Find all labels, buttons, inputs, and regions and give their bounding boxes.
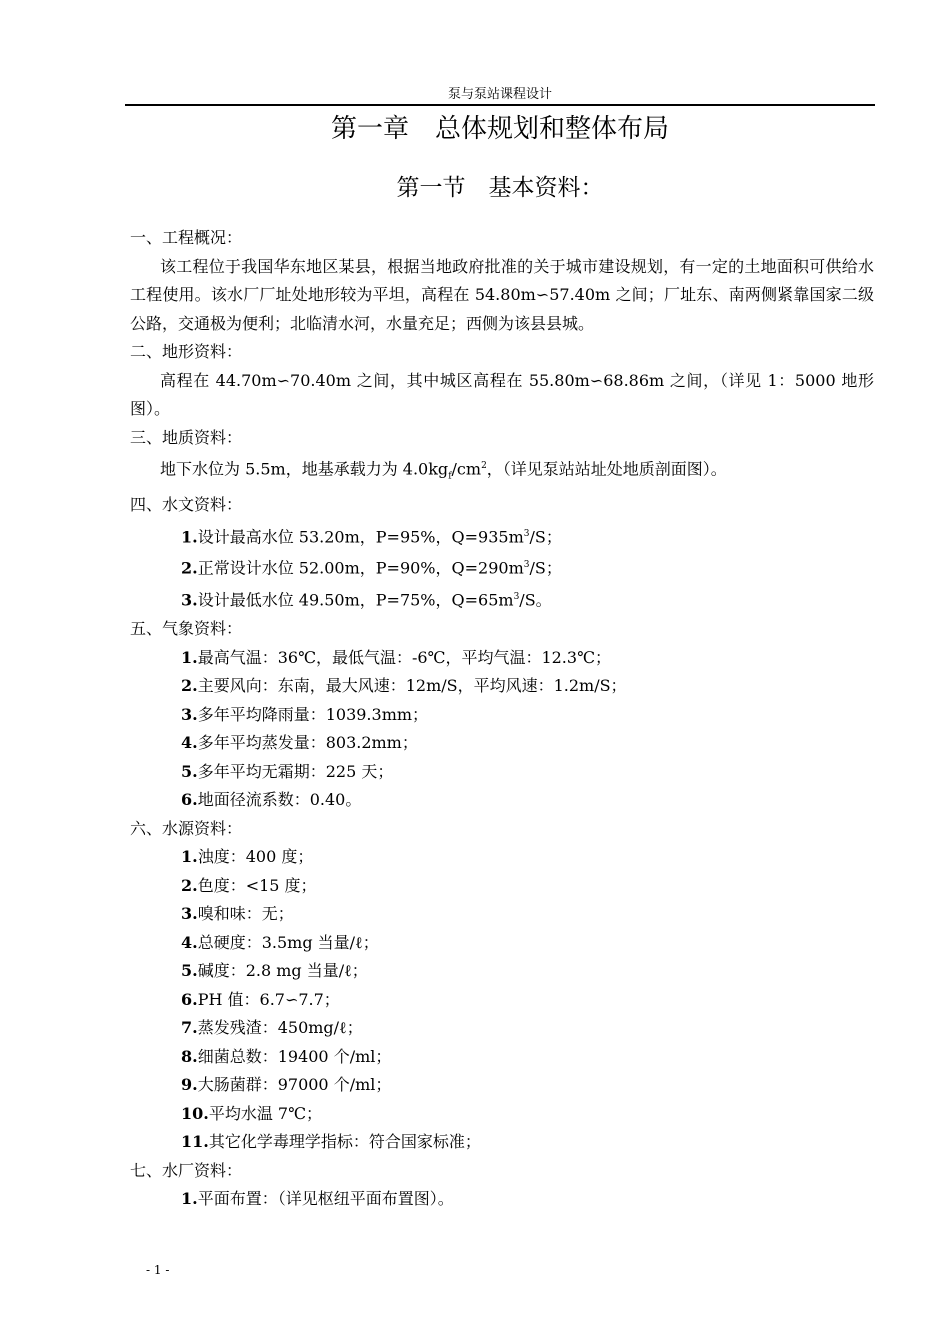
item-number: 2. — [181, 676, 198, 695]
item-text: 总硬度：3.5mg 当量/ℓ； — [197, 932, 379, 952]
item-text: 碱度：2.8 mg 当量/ℓ； — [197, 961, 368, 980]
list-item — [130, 957, 874, 986]
text: 地下水位为 5.5m，地基承载力为 4.0kg — [160, 459, 449, 479]
superscript: 2 — [481, 461, 487, 471]
superscript: 3 — [523, 560, 530, 571]
superscript: 3 — [523, 528, 530, 539]
item-number: 2. — [181, 558, 198, 578]
superscript: 3 — [513, 592, 520, 603]
item-text: 蒸发残渣：450mg/ℓ； — [197, 1018, 363, 1037]
item-number: 1. — [181, 1189, 198, 1208]
item-number: 1. — [181, 847, 198, 866]
item-number: 4. — [181, 932, 198, 952]
item-number: 3. — [181, 704, 198, 724]
list-item — [130, 1100, 874, 1129]
item-number: 10. — [181, 1103, 209, 1123]
section-heading: 五、气象资料： — [130, 619, 243, 638]
section-heading: 三、地质资料： — [130, 427, 243, 447]
list-item — [130, 843, 874, 872]
item-number: 8. — [181, 1046, 198, 1066]
list-item — [130, 1185, 874, 1214]
item-number: 3. — [181, 904, 198, 923]
list-item — [130, 520, 874, 552]
list-item — [130, 986, 874, 1015]
list-item — [130, 583, 874, 615]
item-number: 11. — [181, 1132, 209, 1151]
list-item — [130, 929, 874, 958]
section-heading: 一、工程概况： — [130, 228, 243, 247]
subscript: f — [448, 471, 452, 482]
list-item — [130, 1128, 874, 1157]
item-text: 多年平均无霜期：225 天； — [197, 761, 394, 781]
list-item — [130, 551, 874, 583]
list-item — [130, 900, 874, 929]
item-text: 平均水温 7℃； — [208, 1103, 323, 1123]
item-text: 多年平均蒸发量：803.2mm； — [197, 733, 418, 752]
section-heading: 二、地形资料： — [130, 342, 243, 361]
list-item — [130, 786, 874, 815]
item-text: /S； — [529, 526, 562, 546]
paragraph: 该工程位于我国华东地区某县，根据当地政府批准的关于城市建设规划，有一定的土地面积可供给水工程使用。该水厂厂址处地形较为平坦，高程在 54.80m∽57.40m 之间；厂址东、南两侧紧靠国家二级公路，交通极为便利；北临清水河，水量充足；西侧为该县县城。 — [130, 256, 874, 333]
item-number: 9. — [181, 1075, 198, 1094]
item-text: 地面径流系数：0.40。 — [197, 790, 362, 809]
page-number: - 1 - — [146, 1263, 170, 1277]
item-text: 主要风向：东南，最大风速：12m/S，平均风速：1.2m/S； — [197, 676, 627, 695]
item-text: PH 值：6.7∽7.7； — [197, 989, 340, 1009]
chapter-title: 第一章 总体规划和整体布局 — [330, 114, 669, 144]
item-text: 色度：<15 度； — [197, 875, 317, 895]
item-text: 设计最低水位 49.50m，P=75%，Q=65m — [197, 590, 514, 610]
text: ，（详见泵站站址处地质剖面图）。 — [486, 459, 727, 479]
item-text: 细菌总数：19400 个/ml； — [197, 1046, 392, 1066]
list-item — [130, 701, 874, 730]
list-item — [130, 1043, 874, 1072]
item-number: 1. — [181, 526, 198, 546]
item-number: 1. — [181, 647, 198, 667]
list-item — [130, 758, 874, 787]
item-number: 2. — [181, 875, 198, 895]
item-text: 设计最高水位 53.20m，P=95%，Q=935m — [197, 526, 524, 546]
item-text: 最高气温：36℃，最低气温：-6℃，平均气温：12.3℃； — [197, 647, 611, 667]
item-text: 大肠菌群：97000 个/ml； — [197, 1075, 392, 1094]
item-text: 浊度：400 度； — [197, 847, 314, 866]
list-item — [130, 729, 874, 758]
item-text: 平面布置：（详见枢纽平面布置图）。 — [197, 1189, 454, 1208]
item-number: 7. — [181, 1018, 198, 1037]
list-item — [130, 672, 874, 701]
item-number: 3. — [181, 590, 198, 610]
item-number: 4. — [181, 733, 198, 752]
item-text: 正常设计水位 52.00m，P=90%，Q=290m — [197, 558, 524, 578]
header-divider — [125, 104, 875, 106]
item-number: 6. — [181, 790, 198, 809]
item-text: 其它化学毒理学指标：符合国家标准； — [208, 1132, 481, 1151]
item-text: /S。 — [519, 590, 552, 610]
item-number: 5. — [181, 961, 198, 980]
document-body — [130, 224, 874, 1214]
item-text: 嗅和味：无； — [197, 904, 294, 923]
paragraph — [130, 452, 874, 491]
section-heading: 七、水厂资料： — [130, 1160, 243, 1180]
item-text: 多年平均降雨量：1039.3mm； — [197, 704, 429, 724]
section-heading: 六、水源资料： — [130, 818, 243, 838]
paragraph: 高程在 44.70m∽70.40m 之间，其中城区高程在 55.80m∽68.86m 之间，（详见 1：5000 地形图）。 — [130, 370, 874, 418]
list-item — [130, 644, 874, 673]
list-item — [130, 872, 874, 901]
list-item — [130, 1014, 874, 1043]
section-heading: 四、水文资料： — [130, 495, 243, 515]
page-header: 泵与泵站课程设计 — [447, 87, 552, 102]
text: /cm — [451, 459, 482, 479]
list-item — [130, 1071, 874, 1100]
item-number: 6. — [181, 989, 198, 1009]
section-title: 第一节 基本资料： — [396, 175, 604, 201]
item-text: /S； — [529, 558, 562, 578]
item-number: 5. — [181, 761, 198, 781]
